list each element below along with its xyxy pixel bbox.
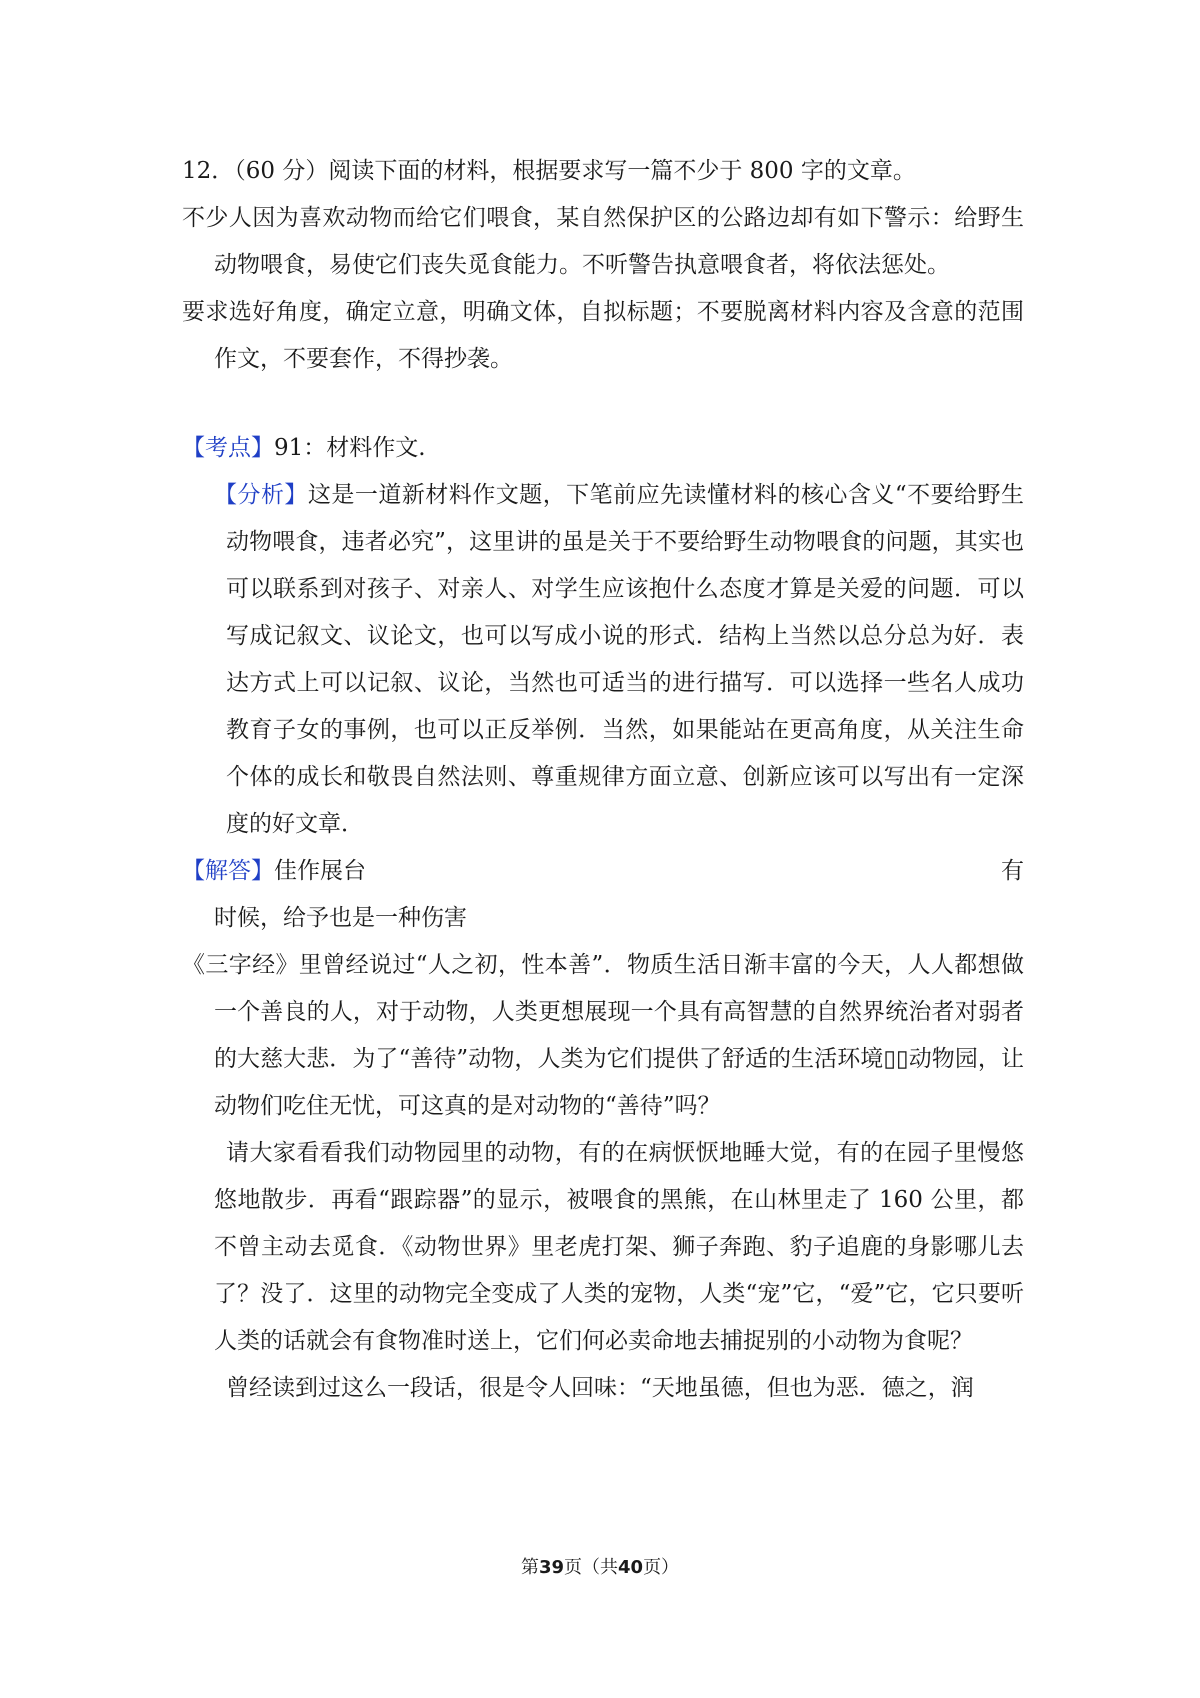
kaodian-label: 【考点】 [182,435,274,461]
fenxi-text: 这是一道新材料作文题，下笔前应先读懂材料的核心含义“不要给野生动物喂食，违者必究”，这里讲的虽是关于不要给野生动物喂食的问题，其实也可以联系到对孩子、对亲人、对学生应该抱什么态度才算是关爱的问题．可以写成记叙文、议论文，也可以写成小说的形式．结构上当然以总分总为好．表达方式上可以记叙、议论，当然也可适当的进行描写．可以选择一些名人成功教育子女的事例，也可以正反举例．当然，如果能站在更高角度，从关注生命个体的成长和敬畏自然法则、尊重规律方面立意、创新应该可以写出有一定深度的好文章． [226,482,1025,837]
essay-title-line: 时候，给予也是一种伤害 [214,905,467,931]
question-line: 12．（60 分）阅读下面的材料，根据要求写一篇不少于 800 字的文章。 [182,158,916,184]
document-body [182,148,1024,1412]
question-requirement: 要求选好角度，确定立意，明确文体，自拟标题；不要脱离材料内容及含意的范围作文，不要套作，不得抄袭。 [182,299,1024,372]
jieda-line [182,848,1024,895]
essay-paragraph-2: 请大家看看我们动物园里的动物，有的在病恹恹地睡大觉，有的在园子里慢悠悠地散步．再看“跟踪器”的显示，被喂食的黑熊，在山林里走了 160 公里，都不曾主动去觅食．《动物世界》里老虎打架、狮子奔跑、豹子追鹿的身影哪儿去了？没了．这里的动物完全变成了人类的宠物，人类“宠”它，“爱”它，它只要听人类的话就会有食物准时送上，它们何必卖命地去捕捉别的小动物为食呢？ [214,1140,1024,1354]
page-footer [0,1556,1200,1580]
footer-page-number: 39 [538,1557,564,1578]
footer-middle: 页（共 [564,1557,618,1578]
question-material: 不少人因为喜欢动物而给它们喂食，某自然保护区的公路边却有如下警示：给野生动物喂食，易使它们丧失觅食能力。不听警告执意喂食者，将依法惩处。 [182,205,1024,278]
jieda-left [182,848,366,895]
kaodian-text: 91：材料作文. [274,435,426,461]
section-gap [182,383,1024,425]
fenxi-paragraph [182,472,1024,848]
footer-total-pages: 40 [618,1557,644,1578]
essay-paragraph-1: 《三字经》里曾经说过“人之初，性本善”．物质生活日渐丰富的今天，人人都想做一个善良的人，对于动物，人类更想展现一个具有高智慧的自然界统治者对弱者的大慈大悲．为了“善待”动物，人类为它们提供了舒适的生活环境▯▯动物园，让动物们吃住无忧，可这真的是对动物的“善待”吗？ [182,952,1024,1119]
footer-prefix: 第 [520,1557,539,1578]
jieda-text: 佳作展台 [274,858,366,884]
jieda-right-text: 有 [1001,858,1024,884]
jieda-label: 【解答】 [182,858,274,884]
fenxi-label: 【分析】 [214,482,308,508]
essay-paragraph-3: 曾经读到过这么一段话，很是令人回味：“天地虽德，但也为恶．德之，润 [226,1375,974,1401]
footer-suffix: 页） [643,1557,680,1578]
kaodian-line [182,425,1024,472]
